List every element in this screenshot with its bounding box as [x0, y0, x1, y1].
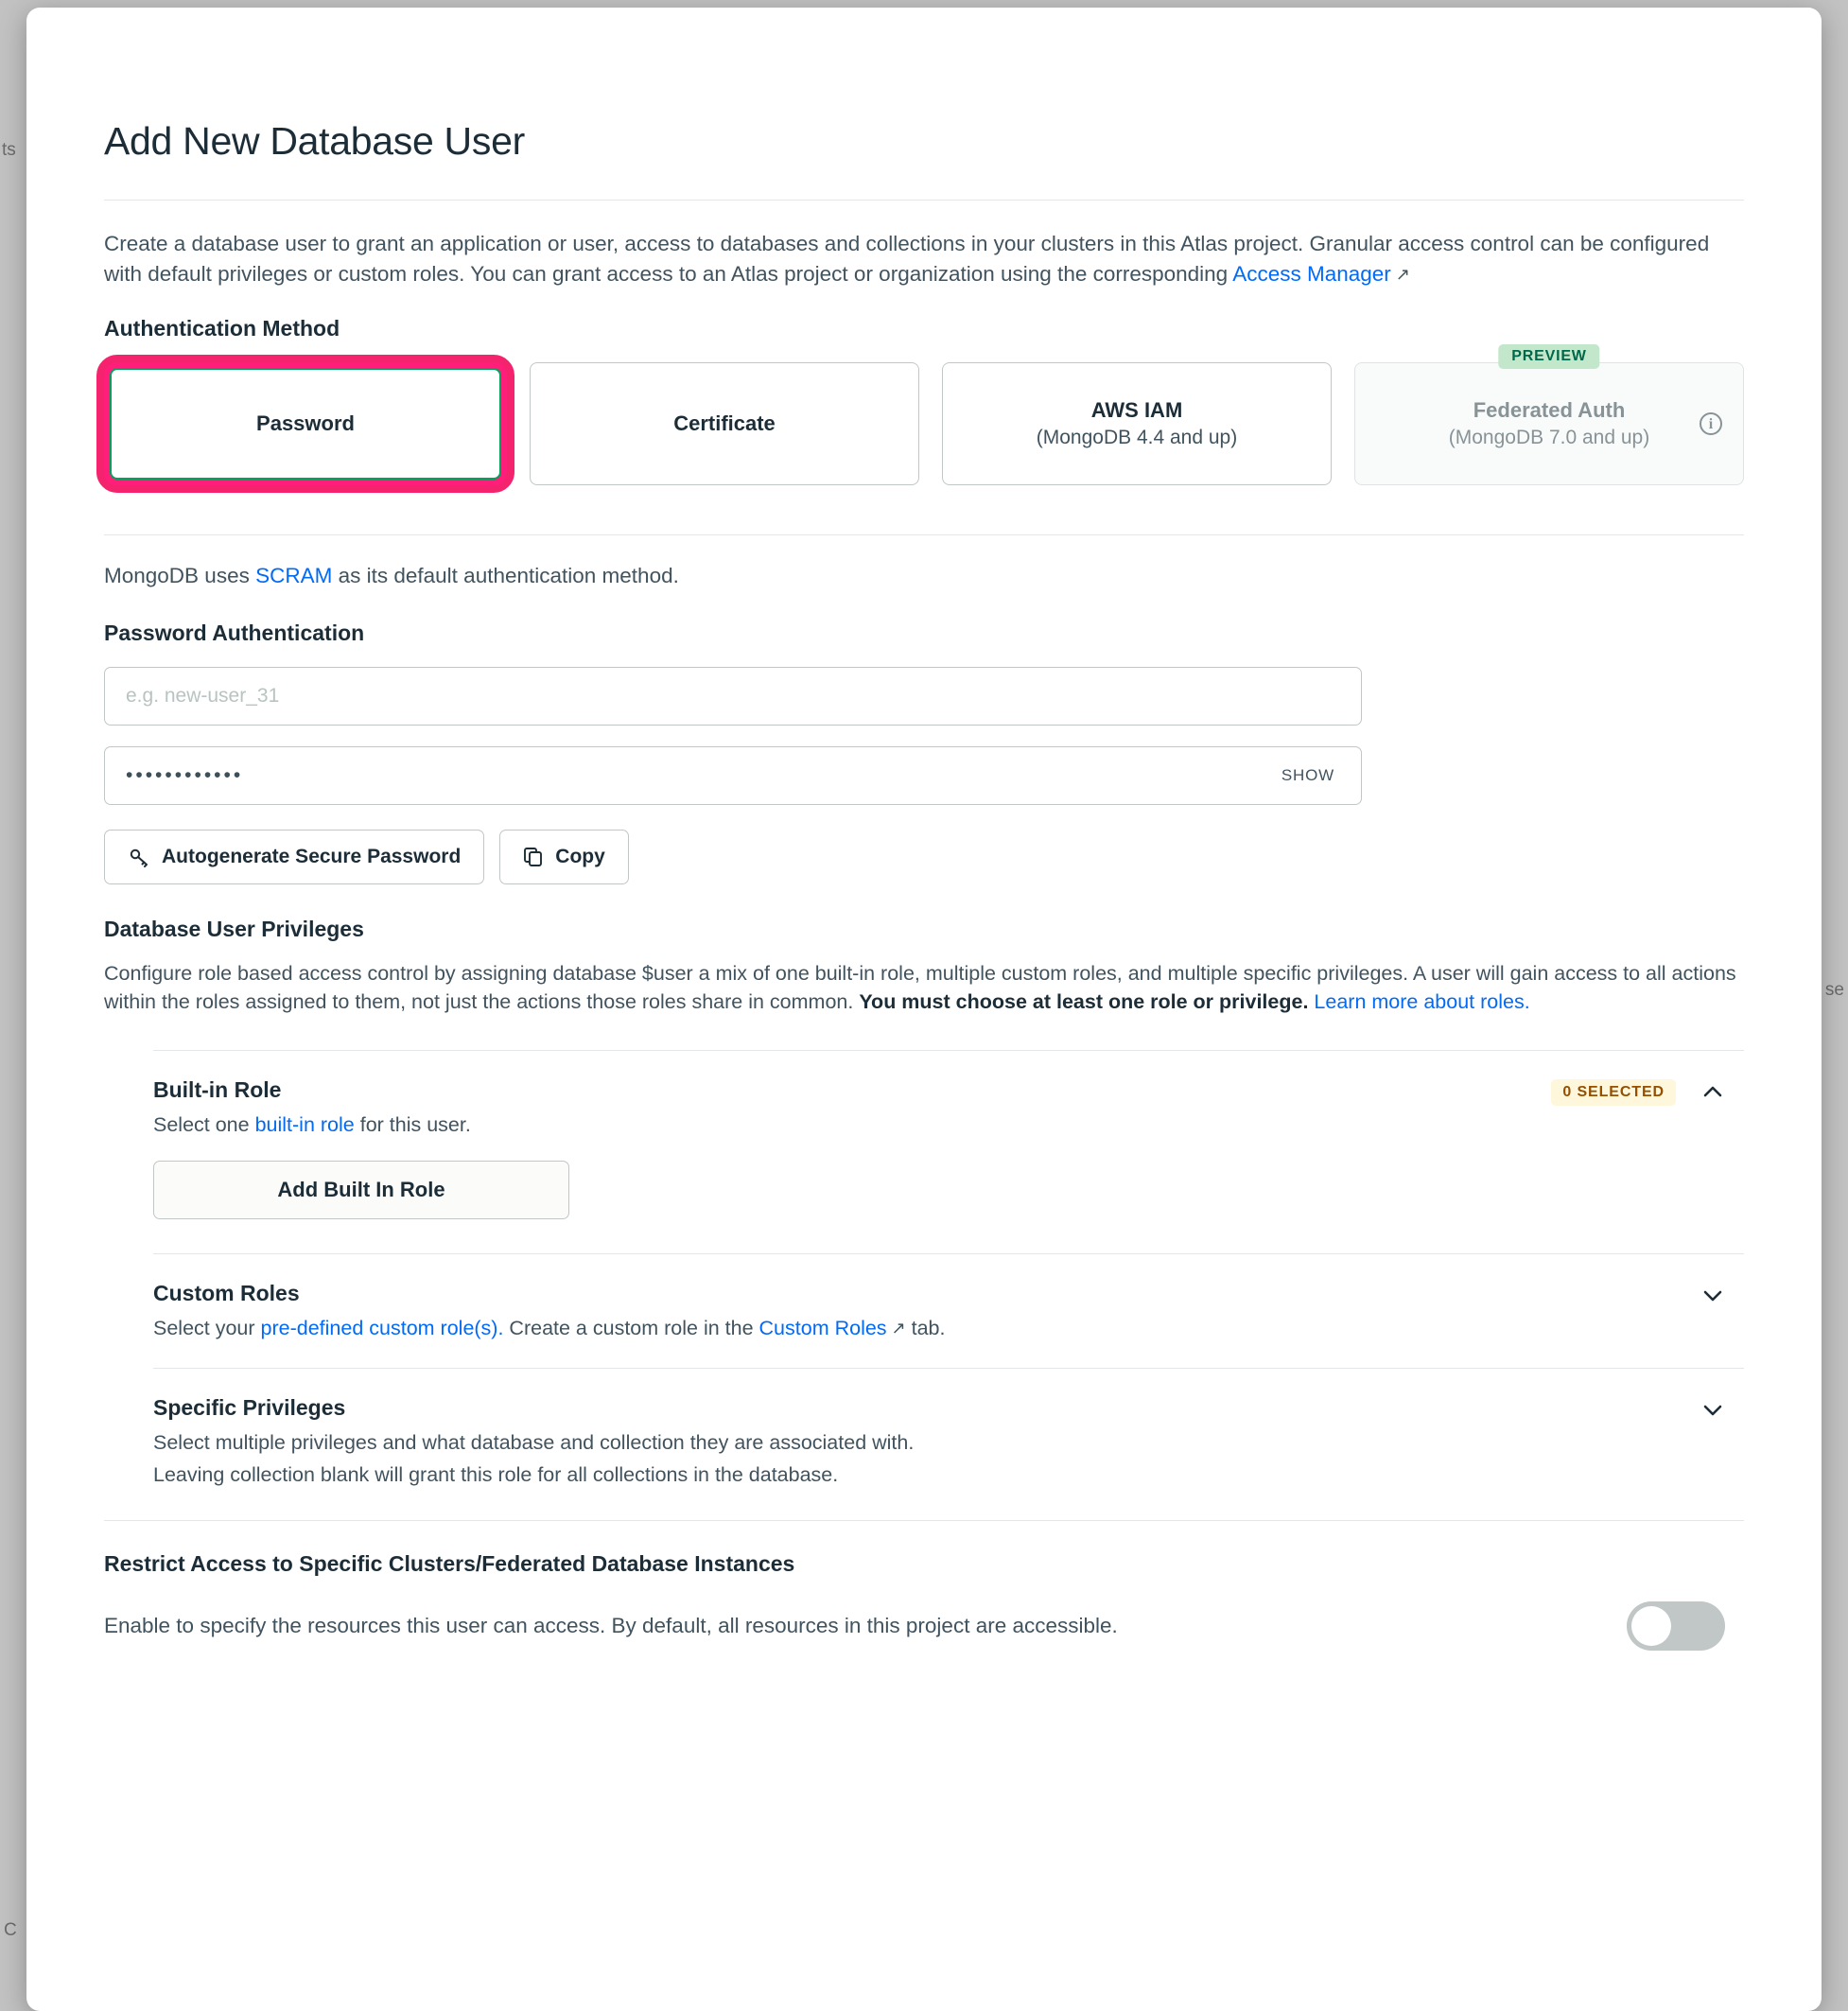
built-in-role-subtitle	[153, 1110, 1744, 1140]
privileges-description-bold: You must choose at least one role or privilege.	[859, 989, 1309, 1013]
scram-note-post: as its default authentication method.	[332, 563, 679, 587]
external-link-icon: ↗	[1390, 264, 1410, 284]
auth-option-aws-iam-label: AWS IAM	[1090, 397, 1183, 422]
external-link-icon-custom-roles: ↗	[886, 1319, 906, 1338]
close-icon[interactable]	[1719, 57, 1753, 91]
database-user-privileges-heading: Database User Privileges	[104, 916, 364, 941]
specific-privileges-title: Specific Privileges	[153, 1395, 346, 1421]
scram-note	[104, 564, 1744, 588]
auth-option-federated-auth-subtitle: (MongoDB 7.0 and up)	[1448, 426, 1650, 448]
scram-note-pre: MongoDB uses	[104, 563, 256, 587]
specific-privileges-expand-chevron-down-icon[interactable]	[1699, 1395, 1727, 1424]
toggle-knob	[1631, 1606, 1671, 1646]
password-input[interactable]	[104, 746, 1362, 805]
add-built-in-role-button[interactable]: Add Built In Role	[153, 1161, 569, 1219]
auth-option-certificate-label: Certificate	[673, 411, 776, 435]
show-password-button[interactable]: SHOW	[1276, 765, 1340, 786]
add-database-user-modal	[26, 8, 1822, 2011]
built-in-role-link[interactable]: built-in role	[254, 1113, 355, 1137]
specific-privileges-section	[153, 1369, 1744, 1513]
built-in-role-section	[153, 1051, 1744, 1244]
restrict-access-description: Enable to specify the resources this user can access. By default, all resources in this project are accessible.	[104, 1613, 1118, 1637]
preview-badge: PREVIEW	[1498, 344, 1599, 369]
autogenerate-password-button[interactable]	[104, 830, 484, 884]
custom-roles-subtitle-mid: Create a custom role in the	[503, 1317, 759, 1340]
auth-option-federated-auth[interactable]	[1354, 347, 1744, 485]
specific-privileges-subtitle-line1: Select multiple privileges and what database and collection they are associated with.	[153, 1431, 915, 1455]
authentication-method-options	[104, 347, 1744, 485]
access-manager-link[interactable]: Access Manager	[1232, 261, 1391, 286]
auth-option-aws-iam-subtitle: (MongoDB 4.4 and up)	[1036, 426, 1238, 448]
custom-roles-subtitle-pre: Select your	[153, 1317, 261, 1340]
built-in-role-subtitle-post: for this user.	[354, 1113, 471, 1137]
key-icon	[128, 846, 150, 868]
built-in-role-collapse-chevron-up-icon[interactable]	[1699, 1077, 1727, 1106]
password-authentication-heading: Password Authentication	[104, 620, 365, 645]
bg-text-left: ts	[2, 140, 16, 160]
auth-option-certificate[interactable]	[530, 362, 919, 485]
bg-text-bottom: C	[4, 1920, 17, 1940]
authentication-method-heading: Authentication Method	[104, 315, 340, 341]
auth-option-federated-auth-label: Federated Auth	[1473, 397, 1626, 422]
built-in-role-title: Built-in Role	[153, 1077, 282, 1103]
username-input[interactable]	[104, 667, 1362, 726]
copy-password-label: Copy	[555, 845, 605, 867]
auth-option-password[interactable]	[110, 368, 501, 480]
autogenerate-password-label: Autogenerate Secure Password	[162, 845, 462, 867]
restrict-access-row	[104, 1601, 1744, 1651]
built-in-role-selected-badge: 0 SELECTED	[1551, 1079, 1676, 1106]
restrict-access-toggle[interactable]	[1627, 1601, 1725, 1651]
privileges-description-text: Configure role based access control by assigning database $user a mix of one built-in role, multiple custom roles, and multiple specific privileges. A user will gain access to all actions within the roles assigned to them, not just the actions those roles share in common.	[104, 961, 1736, 1013]
password-input-value: ••••••••••••	[126, 763, 244, 786]
page-title: Add New Database User	[104, 119, 525, 163]
bg-text-right: se	[1824, 980, 1844, 1000]
custom-roles-section	[153, 1254, 1744, 1368]
specific-privileges-subtitle-line2: Leaving collection blank will grant this role for all collections in the database.	[153, 1462, 839, 1486]
privileges-description	[104, 959, 1744, 1016]
custom-roles-subtitle	[153, 1314, 1744, 1343]
scram-link[interactable]: SCRAM	[255, 563, 333, 587]
auth-option-password-label: Password	[256, 411, 355, 435]
modal-description	[104, 229, 1744, 289]
copy-password-button[interactable]	[499, 830, 629, 884]
custom-roles-title: Custom Roles	[153, 1281, 300, 1306]
username-input-placeholder: e.g. new-user_31	[126, 684, 280, 707]
copy-icon	[523, 847, 544, 867]
predefined-custom-roles-link[interactable]: pre-defined custom role(s).	[260, 1317, 504, 1340]
custom-roles-subtitle-post: tab.	[905, 1317, 946, 1340]
title-divider	[104, 200, 1744, 201]
auth-option-aws-iam[interactable]	[942, 362, 1332, 485]
custom-roles-expand-chevron-down-icon[interactable]	[1699, 1281, 1727, 1309]
auth-divider	[104, 534, 1744, 535]
modal-description-text: Create a database user to grant an application or user, access to databases and collections in your clusters in this Atlas project. Granular access control can be configured with default privileges or custom roles. You can grant access to an Atlas project or organization using the corresponding	[104, 232, 1710, 286]
built-in-role-subtitle-pre: Select one	[153, 1113, 255, 1137]
info-icon[interactable]: i	[1700, 412, 1722, 435]
password-actions	[104, 830, 1744, 884]
learn-more-roles-link[interactable]: Learn more about roles.	[1314, 989, 1530, 1013]
restrict-access-heading: Restrict Access to Specific Clusters/Federated Database Instances	[104, 1550, 795, 1576]
custom-roles-tab-link[interactable]: Custom Roles	[758, 1317, 887, 1340]
restrict-divider	[104, 1520, 1744, 1521]
